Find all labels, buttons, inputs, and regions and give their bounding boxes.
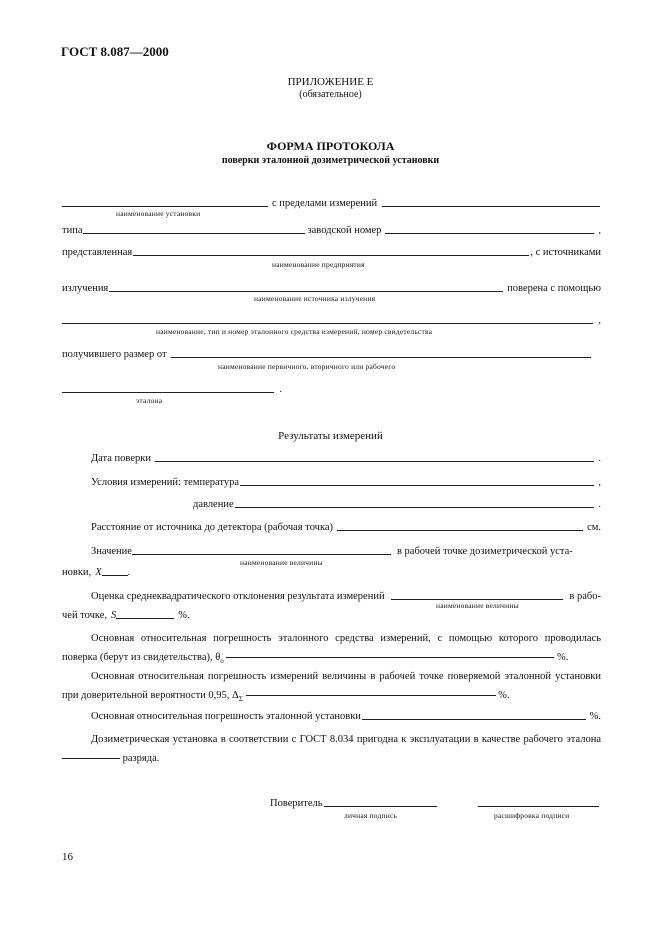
period: . [598, 499, 601, 510]
serial-number-label: заводской номер [307, 225, 382, 236]
pressure-label: давление [193, 499, 234, 510]
etalon-line [62, 382, 274, 393]
conclusion-end: разряда. [122, 753, 160, 764]
symbol-x: X [95, 567, 102, 578]
caption-enterprise: наименование предприятия [272, 260, 365, 269]
estimate-line2-label: чей точке, [62, 610, 108, 621]
percent: %. [589, 711, 601, 722]
row-temperature [91, 475, 601, 488]
conclusion-paragraph [62, 732, 601, 767]
serial-number-line [385, 223, 594, 234]
row-distance [91, 520, 601, 533]
subscript-sigma: Σ [238, 695, 243, 704]
radiation-label: излучения [62, 283, 109, 294]
theta-line [226, 647, 554, 658]
subscript-o: о [220, 657, 224, 666]
error3-line [362, 709, 586, 720]
date-line [155, 451, 594, 462]
value-rest: в рабочей точке дозиметрической уста- [396, 546, 573, 557]
percent: %. [557, 652, 569, 663]
percent: %. [178, 610, 190, 621]
period: . [598, 453, 601, 464]
signature-decode [478, 796, 600, 809]
caption-source: наименование источника излучения [254, 294, 376, 303]
document-code: ГОСТ 8.087—2000 [61, 44, 169, 59]
estimate-rest: в рабо- [569, 591, 601, 602]
primary-line [171, 347, 591, 358]
form-subtitle: поверки эталонной дозиметрической установки [221, 155, 440, 166]
distance-label: Расстояние от источника до детектора (рабочая точка) [91, 522, 334, 533]
verifier-signature [270, 796, 438, 809]
symbol-theta: θ [215, 652, 221, 663]
value-line2-label: новки, [62, 567, 92, 578]
distance-line [337, 520, 583, 531]
enterprise-line [133, 245, 529, 256]
delta-line [246, 685, 496, 696]
type-label: типа [62, 225, 83, 236]
period: . [279, 384, 282, 395]
comma: , [598, 315, 601, 326]
page-number: 16 [62, 851, 73, 863]
presented-label: представленная [62, 247, 133, 258]
row-received [62, 347, 592, 360]
row-date [91, 451, 601, 464]
error3-label: Основная относительная погрешность эталонной установки [91, 711, 361, 722]
caption-signature: личная подпись [344, 811, 398, 820]
row-presented [62, 245, 601, 258]
results-title: Результаты измерений [278, 430, 383, 442]
error2-paragraph [62, 669, 601, 707]
percent: %. [498, 690, 510, 701]
standard-line [62, 313, 593, 324]
unit-cm: см. [587, 522, 601, 533]
comma: , [598, 225, 601, 236]
pressure-line [235, 497, 595, 508]
caption-primary: наименование первичного, вторичного или рабочего [218, 362, 396, 371]
received-size-label: получившего размер от [62, 349, 167, 360]
error2-text: Основная относительная погрешность измерений величины в рабочей точке поверяемой эталонной установки при доверительной вероятности 0,95, [62, 671, 601, 701]
x-line [102, 565, 128, 576]
row-installation [62, 196, 601, 209]
estimate-line [391, 589, 564, 600]
symbol-delta: Δ [232, 690, 239, 701]
row-pressure [193, 497, 601, 510]
row-value [91, 544, 599, 557]
grade-line [62, 748, 120, 759]
value-line [132, 544, 391, 555]
caption-etalon: эталона [136, 396, 163, 405]
conclusion-text: Дозиметрическая установка в соответствии с ГОСТ 8.034 пригодна к эксплуатации в качестве рабочего эталона [91, 734, 601, 745]
period: . [127, 567, 131, 578]
estimate-label: Оценка среднеквадратического отклонения результата измерений [91, 591, 385, 602]
caption-standard: наименование, тип и номер эталонного средства измерений, номер свидетельства [156, 327, 433, 336]
value-label: Значение [91, 546, 132, 557]
caption-decode: расшифровка подписи [494, 811, 570, 820]
installation-name-line [62, 196, 268, 207]
measure-limits-line [382, 196, 600, 207]
symbol-s: S [111, 610, 117, 621]
type-line [83, 223, 305, 234]
date-label: Дата поверки [91, 453, 151, 464]
row-standard [62, 313, 601, 326]
row-etalon [62, 382, 282, 395]
measure-limits-label: с пределами измерений [272, 198, 378, 209]
conditions-label: Условия измерений: температура [91, 477, 240, 488]
error1-paragraph [62, 631, 601, 669]
with-sources-label: , с источниками [530, 247, 601, 258]
signature-line [324, 796, 437, 807]
row-radiation [62, 281, 601, 294]
row-estimate [91, 589, 601, 602]
verifier-label: Поверитель [270, 798, 323, 809]
caption-installation-name: наименование установки [116, 209, 201, 218]
decode-line [478, 796, 599, 807]
caption-value: наименование величины [240, 558, 323, 567]
appendix-title: ПРИЛОЖЕНИЕ Е [287, 76, 374, 88]
temperature-line [240, 475, 594, 486]
source-line [109, 281, 503, 292]
row-estimate-line2 [62, 608, 262, 621]
row-value-line2 [62, 565, 262, 578]
form-title: ФОРМА ПРОТОКОЛА [266, 139, 395, 153]
appendix-subtitle: (обязательное) [299, 89, 362, 100]
s-line [116, 608, 174, 619]
error1-text: Основная относительная погрешность эталонного средства измерений, с помощью которого проводилась поверка (берут из свидетельства), [62, 633, 601, 663]
row-type [62, 223, 601, 236]
comma: , [598, 477, 601, 488]
row-error3 [91, 709, 601, 722]
caption-value-2: наименование величины [436, 601, 519, 610]
verified-with-label: поверена с помощью [507, 283, 601, 294]
